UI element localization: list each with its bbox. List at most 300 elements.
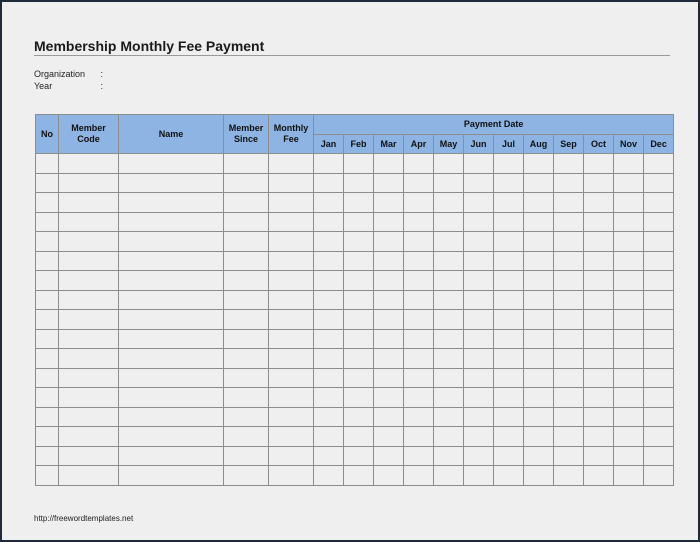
table-cell[interactable] [36, 271, 59, 291]
table-cell[interactable] [494, 271, 524, 291]
table-cell[interactable] [464, 466, 494, 486]
table-cell[interactable] [59, 407, 119, 427]
table-cell[interactable] [224, 251, 269, 271]
table-cell[interactable] [314, 329, 344, 349]
table-cell[interactable] [224, 407, 269, 427]
table-cell[interactable] [36, 388, 59, 408]
table-cell[interactable] [644, 446, 674, 466]
table-cell[interactable] [314, 212, 344, 232]
table-cell[interactable] [554, 446, 584, 466]
table-cell[interactable] [404, 310, 434, 330]
table-cell[interactable] [374, 271, 404, 291]
table-cell[interactable] [59, 329, 119, 349]
table-cell[interactable] [269, 368, 314, 388]
table-cell[interactable] [494, 388, 524, 408]
table-cell[interactable] [314, 232, 344, 252]
table-cell[interactable] [344, 251, 374, 271]
table-cell[interactable] [374, 368, 404, 388]
table-cell[interactable] [434, 212, 464, 232]
table-cell[interactable] [644, 427, 674, 447]
table-cell[interactable] [374, 290, 404, 310]
table-cell[interactable] [59, 466, 119, 486]
table-cell[interactable] [554, 173, 584, 193]
table-cell[interactable] [494, 427, 524, 447]
table-cell[interactable] [494, 212, 524, 232]
table-cell[interactable] [404, 212, 434, 232]
table-cell[interactable] [224, 466, 269, 486]
table-cell[interactable] [614, 329, 644, 349]
table-cell[interactable] [434, 349, 464, 369]
table-cell[interactable] [554, 154, 584, 174]
table-cell[interactable] [119, 173, 224, 193]
table-cell[interactable] [524, 290, 554, 310]
table-cell[interactable] [269, 232, 314, 252]
table-cell[interactable] [434, 446, 464, 466]
table-cell[interactable] [119, 290, 224, 310]
table-cell[interactable] [434, 173, 464, 193]
table-cell[interactable] [584, 349, 614, 369]
table-cell[interactable] [314, 349, 344, 369]
table-cell[interactable] [614, 173, 644, 193]
table-cell[interactable] [584, 427, 614, 447]
table-cell[interactable] [614, 368, 644, 388]
table-cell[interactable] [554, 290, 584, 310]
table-cell[interactable] [614, 310, 644, 330]
table-cell[interactable] [404, 388, 434, 408]
table-cell[interactable] [614, 290, 644, 310]
table-cell[interactable] [494, 232, 524, 252]
table-cell[interactable] [119, 388, 224, 408]
table-cell[interactable] [584, 466, 614, 486]
table-cell[interactable] [524, 329, 554, 349]
table-cell[interactable] [119, 271, 224, 291]
table-cell[interactable] [269, 466, 314, 486]
table-cell[interactable] [614, 271, 644, 291]
table-cell[interactable] [36, 290, 59, 310]
table-cell[interactable] [404, 407, 434, 427]
table-cell[interactable] [464, 154, 494, 174]
table-cell[interactable] [434, 427, 464, 447]
table-cell[interactable] [224, 212, 269, 232]
table-cell[interactable] [464, 368, 494, 388]
table-cell[interactable] [434, 271, 464, 291]
table-cell[interactable] [59, 349, 119, 369]
table-cell[interactable] [494, 368, 524, 388]
table-cell[interactable] [344, 212, 374, 232]
table-cell[interactable] [314, 193, 344, 213]
table-cell[interactable] [314, 446, 344, 466]
table-cell[interactable] [584, 154, 614, 174]
table-cell[interactable] [404, 427, 434, 447]
table-cell[interactable] [404, 466, 434, 486]
table-cell[interactable] [269, 154, 314, 174]
table-cell[interactable] [464, 349, 494, 369]
table-cell[interactable] [644, 173, 674, 193]
table-cell[interactable] [584, 368, 614, 388]
table-cell[interactable] [344, 388, 374, 408]
table-cell[interactable] [644, 329, 674, 349]
table-cell[interactable] [434, 368, 464, 388]
table-cell[interactable] [344, 173, 374, 193]
table-cell[interactable] [584, 388, 614, 408]
table-cell[interactable] [36, 232, 59, 252]
table-cell[interactable] [344, 310, 374, 330]
table-cell[interactable] [344, 349, 374, 369]
table-cell[interactable] [224, 290, 269, 310]
table-cell[interactable] [59, 251, 119, 271]
table-cell[interactable] [494, 310, 524, 330]
table-cell[interactable] [36, 466, 59, 486]
table-cell[interactable] [36, 349, 59, 369]
table-cell[interactable] [404, 193, 434, 213]
table-cell[interactable] [224, 271, 269, 291]
table-cell[interactable] [524, 368, 554, 388]
table-cell[interactable] [36, 329, 59, 349]
table-cell[interactable] [224, 232, 269, 252]
table-cell[interactable] [119, 368, 224, 388]
table-cell[interactable] [524, 427, 554, 447]
table-cell[interactable] [464, 290, 494, 310]
table-cell[interactable] [494, 251, 524, 271]
table-cell[interactable] [434, 310, 464, 330]
table-cell[interactable] [314, 251, 344, 271]
table-cell[interactable] [554, 329, 584, 349]
table-cell[interactable] [36, 251, 59, 271]
table-cell[interactable] [119, 329, 224, 349]
table-cell[interactable] [614, 407, 644, 427]
table-cell[interactable] [614, 427, 644, 447]
table-cell[interactable] [554, 349, 584, 369]
table-cell[interactable] [494, 173, 524, 193]
table-cell[interactable] [314, 154, 344, 174]
table-cell[interactable] [344, 427, 374, 447]
table-cell[interactable] [314, 310, 344, 330]
table-cell[interactable] [269, 271, 314, 291]
table-cell[interactable] [59, 212, 119, 232]
table-cell[interactable] [119, 446, 224, 466]
table-cell[interactable] [584, 329, 614, 349]
table-cell[interactable] [464, 329, 494, 349]
table-cell[interactable] [644, 388, 674, 408]
table-cell[interactable] [524, 232, 554, 252]
table-cell[interactable] [269, 290, 314, 310]
table-cell[interactable] [524, 407, 554, 427]
table-cell[interactable] [374, 407, 404, 427]
table-cell[interactable] [344, 446, 374, 466]
table-cell[interactable] [464, 251, 494, 271]
table-cell[interactable] [344, 290, 374, 310]
table-cell[interactable] [59, 154, 119, 174]
table-cell[interactable] [614, 212, 644, 232]
table-cell[interactable] [404, 251, 434, 271]
table-cell[interactable] [374, 251, 404, 271]
table-cell[interactable] [554, 310, 584, 330]
table-cell[interactable] [374, 173, 404, 193]
table-cell[interactable] [404, 446, 434, 466]
table-cell[interactable] [59, 427, 119, 447]
table-cell[interactable] [614, 154, 644, 174]
table-cell[interactable] [269, 310, 314, 330]
table-cell[interactable] [464, 310, 494, 330]
table-cell[interactable] [524, 310, 554, 330]
header-month-may: May [434, 135, 464, 154]
table-cell[interactable] [644, 407, 674, 427]
table-cell[interactable] [614, 232, 644, 252]
table-cell[interactable] [314, 388, 344, 408]
table-cell[interactable] [314, 368, 344, 388]
table-cell[interactable] [494, 193, 524, 213]
table-cell[interactable] [464, 193, 494, 213]
table-cell[interactable] [224, 193, 269, 213]
table-cell[interactable] [119, 427, 224, 447]
footer-url[interactable]: http://freewordtemplates.net [34, 514, 134, 523]
table-cell[interactable] [614, 349, 644, 369]
table-cell[interactable] [374, 232, 404, 252]
table-cell[interactable] [404, 173, 434, 193]
table-cell[interactable] [614, 466, 644, 486]
table-cell[interactable] [584, 310, 614, 330]
table-cell[interactable] [584, 173, 614, 193]
table-cell[interactable] [314, 427, 344, 447]
table-cell[interactable] [59, 368, 119, 388]
table-cell[interactable] [614, 193, 644, 213]
table-cell[interactable] [554, 466, 584, 486]
table-cell[interactable] [119, 193, 224, 213]
table-cell[interactable] [494, 329, 524, 349]
table-cell[interactable] [269, 388, 314, 408]
table-cell[interactable] [344, 466, 374, 486]
table-cell[interactable] [584, 271, 614, 291]
table-cell[interactable] [404, 349, 434, 369]
table-cell[interactable] [434, 407, 464, 427]
table-cell[interactable] [314, 466, 344, 486]
table-cell[interactable] [36, 407, 59, 427]
table-cell[interactable] [644, 349, 674, 369]
table-cell[interactable] [59, 446, 119, 466]
table-cell[interactable] [434, 466, 464, 486]
table-cell[interactable] [644, 251, 674, 271]
table-cell[interactable] [524, 466, 554, 486]
table-cell[interactable] [464, 232, 494, 252]
table-cell[interactable] [344, 407, 374, 427]
table-cell[interactable] [404, 271, 434, 291]
table-cell[interactable] [644, 466, 674, 486]
table-cell[interactable] [374, 446, 404, 466]
table-cell[interactable] [119, 154, 224, 174]
table-cell[interactable] [584, 193, 614, 213]
table-cell[interactable] [644, 310, 674, 330]
table-cell[interactable] [59, 388, 119, 408]
table-cell[interactable] [644, 290, 674, 310]
table-cell[interactable] [344, 193, 374, 213]
table-cell[interactable] [374, 212, 404, 232]
table-cell[interactable] [269, 173, 314, 193]
table-cell[interactable] [524, 154, 554, 174]
table-cell[interactable] [524, 446, 554, 466]
header-month-aug: Aug [524, 135, 554, 154]
table-cell[interactable] [224, 154, 269, 174]
table-cell[interactable] [119, 232, 224, 252]
table-cell[interactable] [434, 290, 464, 310]
table-cell[interactable] [344, 368, 374, 388]
table-cell[interactable] [554, 251, 584, 271]
table-row [36, 212, 674, 232]
table-cell[interactable] [644, 232, 674, 252]
table-cell[interactable] [404, 329, 434, 349]
table-cell[interactable] [434, 232, 464, 252]
table-cell[interactable] [224, 349, 269, 369]
table-cell[interactable] [59, 290, 119, 310]
table-cell[interactable] [374, 388, 404, 408]
table-cell[interactable] [119, 251, 224, 271]
table-cell[interactable] [59, 232, 119, 252]
table-cell[interactable] [554, 427, 584, 447]
header-month-feb: Feb [344, 135, 374, 154]
table-cell[interactable] [374, 193, 404, 213]
table-row [36, 271, 674, 291]
table-cell[interactable] [644, 154, 674, 174]
table-cell[interactable] [404, 232, 434, 252]
table-cell[interactable] [314, 173, 344, 193]
table-cell[interactable] [374, 427, 404, 447]
table-cell[interactable] [224, 446, 269, 466]
table-cell[interactable] [494, 349, 524, 369]
table-cell[interactable] [464, 173, 494, 193]
table-cell[interactable] [59, 271, 119, 291]
table-cell[interactable] [644, 193, 674, 213]
table-cell[interactable] [614, 388, 644, 408]
table-cell[interactable] [464, 407, 494, 427]
table-row [36, 349, 674, 369]
table-cell[interactable] [464, 446, 494, 466]
table-cell[interactable] [374, 349, 404, 369]
table-cell[interactable] [224, 310, 269, 330]
table-cell[interactable] [36, 446, 59, 466]
table-cell[interactable] [269, 193, 314, 213]
table-cell[interactable] [494, 446, 524, 466]
table-cell[interactable] [269, 251, 314, 271]
table-cell[interactable] [269, 349, 314, 369]
table-cell[interactable] [59, 193, 119, 213]
table-cell[interactable] [224, 368, 269, 388]
table-cell[interactable] [269, 212, 314, 232]
table-cell[interactable] [584, 446, 614, 466]
table-cell[interactable] [644, 271, 674, 291]
table-cell[interactable] [269, 427, 314, 447]
table-cell[interactable] [434, 329, 464, 349]
table-cell[interactable] [434, 251, 464, 271]
table-cell[interactable] [494, 466, 524, 486]
header-month-jun: Jun [464, 135, 494, 154]
table-cell[interactable] [434, 154, 464, 174]
table-cell[interactable] [464, 212, 494, 232]
table-cell[interactable] [404, 290, 434, 310]
table-cell[interactable] [614, 251, 644, 271]
table-cell[interactable] [36, 427, 59, 447]
header-member-since: Member Since [224, 115, 269, 154]
table-cell[interactable] [374, 329, 404, 349]
table-cell[interactable] [374, 310, 404, 330]
table-cell[interactable] [434, 388, 464, 408]
table-cell[interactable] [494, 407, 524, 427]
table-cell[interactable] [374, 154, 404, 174]
table-cell[interactable] [344, 232, 374, 252]
table-cell[interactable] [584, 407, 614, 427]
table-cell[interactable] [554, 407, 584, 427]
table-cell[interactable] [269, 329, 314, 349]
organization-colon: : [100, 69, 104, 79]
table-cell[interactable] [464, 271, 494, 291]
table-cell[interactable] [524, 193, 554, 213]
table-cell[interactable] [119, 466, 224, 486]
table-cell[interactable] [59, 310, 119, 330]
table-row [36, 388, 674, 408]
table-cell[interactable] [554, 271, 584, 291]
table-cell[interactable] [644, 212, 674, 232]
table-cell[interactable] [524, 349, 554, 369]
table-cell[interactable] [119, 310, 224, 330]
table-cell[interactable] [36, 173, 59, 193]
table-cell[interactable] [524, 388, 554, 408]
table-cell[interactable] [119, 212, 224, 232]
table-cell[interactable] [224, 329, 269, 349]
table-cell[interactable] [584, 212, 614, 232]
table-cell[interactable] [314, 290, 344, 310]
table-cell[interactable] [584, 290, 614, 310]
table-cell[interactable] [36, 368, 59, 388]
table-cell[interactable] [269, 446, 314, 466]
table-cell[interactable] [434, 193, 464, 213]
table-cell[interactable] [314, 271, 344, 291]
table-cell[interactable] [554, 193, 584, 213]
table-cell[interactable] [554, 212, 584, 232]
table-cell[interactable] [36, 154, 59, 174]
table-cell[interactable] [494, 290, 524, 310]
table-cell[interactable] [464, 388, 494, 408]
table-cell[interactable] [404, 154, 434, 174]
table-cell[interactable] [344, 329, 374, 349]
table-cell[interactable] [404, 368, 434, 388]
table-cell[interactable] [554, 368, 584, 388]
table-cell[interactable] [224, 388, 269, 408]
table-cell[interactable] [224, 173, 269, 193]
table-cell[interactable] [554, 388, 584, 408]
table-cell[interactable] [524, 271, 554, 291]
table-cell[interactable] [224, 427, 269, 447]
table-cell[interactable] [36, 193, 59, 213]
table-cell[interactable] [644, 368, 674, 388]
table-cell[interactable] [524, 212, 554, 232]
table-cell[interactable] [584, 251, 614, 271]
table-cell[interactable] [344, 154, 374, 174]
table-cell[interactable] [464, 427, 494, 447]
table-cell[interactable] [344, 271, 374, 291]
table-cell[interactable] [554, 232, 584, 252]
table-cell[interactable] [494, 154, 524, 174]
table-cell[interactable] [59, 173, 119, 193]
table-cell[interactable] [119, 349, 224, 369]
table-cell[interactable] [119, 407, 224, 427]
table-cell[interactable] [314, 407, 344, 427]
table-cell[interactable] [584, 232, 614, 252]
table-cell[interactable] [614, 446, 644, 466]
table-cell[interactable] [374, 466, 404, 486]
table-cell[interactable] [524, 251, 554, 271]
table-cell[interactable] [524, 173, 554, 193]
table-cell[interactable] [36, 212, 59, 232]
table-cell[interactable] [269, 407, 314, 427]
table-cell[interactable] [36, 310, 59, 330]
